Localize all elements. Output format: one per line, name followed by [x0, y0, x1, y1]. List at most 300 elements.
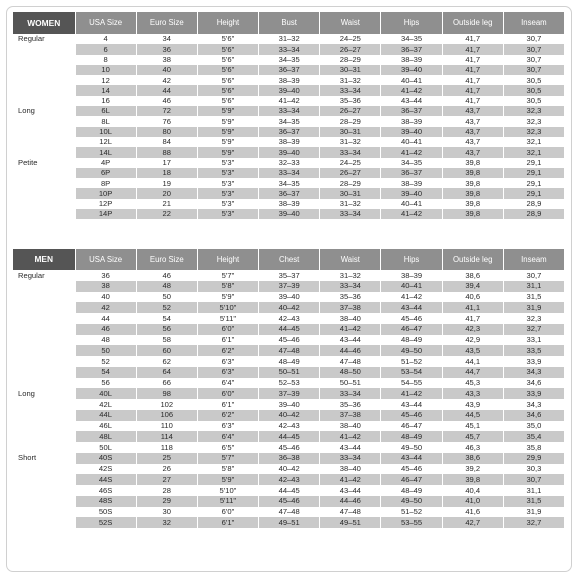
- cell-height: 5'3": [197, 158, 258, 168]
- cell-euro-size: 106: [136, 410, 197, 421]
- cell-hips: 54–55: [381, 378, 442, 389]
- cell-euro-size: 36: [136, 44, 197, 54]
- cell-usa-size: 42S: [75, 464, 136, 475]
- row-group-label: [13, 496, 75, 507]
- cell-outside-leg: 41,1: [442, 302, 503, 313]
- cell-outside-leg: 45,3: [442, 378, 503, 389]
- cell-usa-size: 6L: [75, 106, 136, 116]
- cell-euro-size: 18: [136, 168, 197, 178]
- cell-usa-size: 8L: [75, 116, 136, 126]
- row-group-label: Short: [13, 453, 75, 464]
- cell-waist: 33–34: [320, 209, 381, 219]
- row-group-label: [13, 292, 75, 303]
- cell-inseam: 33,5: [503, 345, 564, 356]
- cell-usa-size: 46S: [75, 485, 136, 496]
- table-row: [13, 55, 565, 65]
- cell-outside-leg: 39,4: [442, 281, 503, 292]
- cell-chest-bust: 39–40: [259, 399, 320, 410]
- cell-chest-bust: 35–37: [259, 270, 320, 281]
- cell-inseam: 34,6: [503, 410, 564, 421]
- cell-hips: 43–44: [381, 453, 442, 464]
- cell-euro-size: 17: [136, 158, 197, 168]
- cell-height: 5'9": [197, 147, 258, 157]
- cell-hips: 53–55: [381, 517, 442, 528]
- cell-waist: 49–51: [320, 517, 381, 528]
- cell-hips: 36–37: [381, 168, 442, 178]
- cell-outside-leg: 40,4: [442, 485, 503, 496]
- cell-inseam: 30,7: [503, 34, 564, 44]
- cell-inseam: 31,1: [503, 485, 564, 496]
- cell-height: 5'6": [197, 34, 258, 44]
- cell-euro-size: 20: [136, 188, 197, 198]
- row-group-label: [13, 137, 75, 147]
- women-section-label: WOMEN: [13, 12, 75, 34]
- cell-waist: 30–31: [320, 65, 381, 75]
- cell-height: 6'0": [197, 388, 258, 399]
- column-header-euro-size: Euro Size: [136, 249, 197, 270]
- cell-height: 5'3": [197, 168, 258, 178]
- cell-waist: 33–34: [320, 147, 381, 157]
- cell-hips: 39–40: [381, 188, 442, 198]
- cell-inseam: 28,9: [503, 209, 564, 219]
- table-row: [13, 496, 565, 507]
- cell-usa-size: 42: [75, 302, 136, 313]
- cell-hips: 41–42: [381, 209, 442, 219]
- cell-hips: 48–49: [381, 485, 442, 496]
- column-header-hips: Hips: [381, 12, 442, 34]
- cell-inseam: 35,0: [503, 421, 564, 432]
- cell-waist: 33–34: [320, 281, 381, 292]
- cell-hips: 49–50: [381, 345, 442, 356]
- cell-usa-size: 48L: [75, 431, 136, 442]
- cell-outside-leg: 43,7: [442, 127, 503, 137]
- size-chart-sheet: [6, 6, 572, 572]
- cell-inseam: 30,7: [503, 65, 564, 75]
- column-header-waist: Waist: [320, 12, 381, 34]
- cell-inseam: 29,1: [503, 188, 564, 198]
- cell-hips: 48–49: [381, 431, 442, 442]
- men-table-header: [13, 249, 565, 270]
- cell-outside-leg: 43,9: [442, 399, 503, 410]
- row-group-label: [13, 442, 75, 453]
- row-group-label: [13, 313, 75, 324]
- table-row: [13, 474, 565, 485]
- cell-hips: 38–39: [381, 270, 442, 281]
- table-row: [13, 367, 565, 378]
- cell-chest-bust: 36–37: [259, 188, 320, 198]
- cell-outside-leg: 43,7: [442, 106, 503, 116]
- cell-usa-size: 52S: [75, 517, 136, 528]
- cell-waist: 28–29: [320, 116, 381, 126]
- cell-hips: 45–46: [381, 410, 442, 421]
- cell-euro-size: 62: [136, 356, 197, 367]
- cell-inseam: 30,7: [503, 44, 564, 54]
- row-group-label: [13, 209, 75, 219]
- cell-inseam: 32,3: [503, 127, 564, 137]
- cell-inseam: 32,1: [503, 147, 564, 157]
- cell-chest-bust: 33–34: [259, 106, 320, 116]
- cell-chest-bust: 48–49: [259, 356, 320, 367]
- cell-usa-size: 4: [75, 34, 136, 44]
- cell-height: 5'6": [197, 96, 258, 106]
- cell-height: 6'0": [197, 324, 258, 335]
- cell-inseam: 33,1: [503, 335, 564, 346]
- cell-waist: 43–44: [320, 485, 381, 496]
- cell-euro-size: 46: [136, 270, 197, 281]
- cell-usa-size: 50S: [75, 507, 136, 518]
- cell-height: 6'3": [197, 356, 258, 367]
- column-header-waist: Waist: [320, 249, 381, 270]
- row-group-label: [13, 55, 75, 65]
- cell-euro-size: 72: [136, 106, 197, 116]
- cell-chest-bust: 39–40: [259, 209, 320, 219]
- cell-chest-bust: 34–35: [259, 55, 320, 65]
- table-row: [13, 410, 565, 421]
- cell-euro-size: 29: [136, 496, 197, 507]
- cell-chest-bust: 42–43: [259, 313, 320, 324]
- table-row: [13, 388, 565, 399]
- table-row: [13, 345, 565, 356]
- cell-euro-size: 38: [136, 55, 197, 65]
- cell-hips: 39–40: [381, 65, 442, 75]
- row-group-label: [13, 75, 75, 85]
- cell-height: 5'11": [197, 313, 258, 324]
- cell-waist: 37–38: [320, 302, 381, 313]
- cell-chest-bust: 38–39: [259, 137, 320, 147]
- column-header-inseam: Inseam: [503, 12, 564, 34]
- table-row: [13, 313, 565, 324]
- cell-hips: 40–41: [381, 137, 442, 147]
- cell-chest-bust: 40–42: [259, 302, 320, 313]
- cell-chest-bust: 34–35: [259, 178, 320, 188]
- women-size-table: [13, 12, 565, 219]
- cell-euro-size: 118: [136, 442, 197, 453]
- row-group-label: Petite: [13, 158, 75, 168]
- row-group-label: [13, 431, 75, 442]
- cell-inseam: 32,3: [503, 313, 564, 324]
- cell-chest-bust: 47–48: [259, 507, 320, 518]
- cell-euro-size: 19: [136, 178, 197, 188]
- cell-usa-size: 36: [75, 270, 136, 281]
- women-table-header: [13, 12, 565, 34]
- cell-usa-size: 52: [75, 356, 136, 367]
- cell-outside-leg: 41,7: [442, 313, 503, 324]
- column-header-inseam: Inseam: [503, 249, 564, 270]
- cell-euro-size: 52: [136, 302, 197, 313]
- row-group-label: [13, 127, 75, 137]
- cell-chest-bust: 47–48: [259, 345, 320, 356]
- cell-inseam: 30,7: [503, 270, 564, 281]
- cell-usa-size: 54: [75, 367, 136, 378]
- cell-euro-size: 80: [136, 127, 197, 137]
- cell-euro-size: 32: [136, 517, 197, 528]
- cell-hips: 38–39: [381, 178, 442, 188]
- cell-usa-size: 8: [75, 55, 136, 65]
- cell-hips: 36–37: [381, 44, 442, 54]
- cell-usa-size: 4P: [75, 158, 136, 168]
- cell-height: 5'9": [197, 127, 258, 137]
- table-row: [13, 137, 565, 147]
- cell-euro-size: 58: [136, 335, 197, 346]
- table-row: [13, 442, 565, 453]
- cell-chest-bust: 45–46: [259, 442, 320, 453]
- cell-euro-size: 28: [136, 485, 197, 496]
- cell-usa-size: 40: [75, 292, 136, 303]
- cell-inseam: 32,3: [503, 116, 564, 126]
- cell-usa-size: 48S: [75, 496, 136, 507]
- cell-hips: 43–44: [381, 96, 442, 106]
- cell-waist: 28–29: [320, 55, 381, 65]
- cell-usa-size: 12P: [75, 199, 136, 209]
- cell-usa-size: 14P: [75, 209, 136, 219]
- table-row: [13, 378, 565, 389]
- table-row: [13, 158, 565, 168]
- row-group-label: [13, 85, 75, 95]
- cell-chest-bust: 42–43: [259, 474, 320, 485]
- cell-usa-size: 38: [75, 281, 136, 292]
- cell-height: 5'9": [197, 137, 258, 147]
- cell-waist: 26–27: [320, 44, 381, 54]
- row-group-label: [13, 464, 75, 475]
- table-row: [13, 75, 565, 85]
- cell-hips: 38–39: [381, 55, 442, 65]
- cell-height: 5'10": [197, 302, 258, 313]
- column-header-height: Height: [197, 249, 258, 270]
- cell-height: 5'3": [197, 209, 258, 219]
- row-group-label: [13, 378, 75, 389]
- cell-euro-size: 46: [136, 96, 197, 106]
- cell-waist: 24–25: [320, 158, 381, 168]
- cell-chest-bust: 41–42: [259, 96, 320, 106]
- cell-height: 6'4": [197, 431, 258, 442]
- row-group-label: [13, 345, 75, 356]
- table-row: [13, 464, 565, 475]
- row-group-label: [13, 485, 75, 496]
- cell-usa-size: 50L: [75, 442, 136, 453]
- table-row: [13, 324, 565, 335]
- cell-inseam: 34,3: [503, 367, 564, 378]
- row-group-label: [13, 188, 75, 198]
- cell-usa-size: 42L: [75, 399, 136, 410]
- cell-hips: 43–44: [381, 399, 442, 410]
- cell-height: 5'10": [197, 485, 258, 496]
- cell-outside-leg: 42,3: [442, 324, 503, 335]
- table-row: [13, 335, 565, 346]
- cell-outside-leg: 39,2: [442, 464, 503, 475]
- cell-usa-size: 6P: [75, 168, 136, 178]
- cell-chest-bust: 39–40: [259, 85, 320, 95]
- men-table-body: [13, 270, 565, 528]
- cell-usa-size: 10P: [75, 188, 136, 198]
- cell-chest-bust: 39–40: [259, 292, 320, 303]
- cell-waist: 50–51: [320, 378, 381, 389]
- cell-inseam: 30,3: [503, 464, 564, 475]
- cell-height: 5'3": [197, 178, 258, 188]
- cell-inseam: 29,1: [503, 178, 564, 188]
- cell-euro-size: 84: [136, 137, 197, 147]
- column-header-outside-leg: Outside leg: [442, 249, 503, 270]
- cell-height: 5'6": [197, 55, 258, 65]
- cell-outside-leg: 41,7: [442, 34, 503, 44]
- row-group-label: Regular: [13, 34, 75, 44]
- table-row: [13, 147, 565, 157]
- table-row: [13, 116, 565, 126]
- cell-waist: 24–25: [320, 34, 381, 44]
- cell-chest-bust: 33–34: [259, 44, 320, 54]
- cell-hips: 41–42: [381, 147, 442, 157]
- cell-euro-size: 42: [136, 75, 197, 85]
- cell-outside-leg: 41,7: [442, 75, 503, 85]
- cell-inseam: 30,7: [503, 474, 564, 485]
- table-row: [13, 399, 565, 410]
- cell-inseam: 32,3: [503, 106, 564, 116]
- row-group-label: [13, 367, 75, 378]
- cell-euro-size: 26: [136, 464, 197, 475]
- column-header-chest-bust: Bust: [259, 12, 320, 34]
- table-row: [13, 281, 565, 292]
- cell-chest-bust: 44–45: [259, 324, 320, 335]
- cell-euro-size: 21: [136, 199, 197, 209]
- cell-outside-leg: 39,8: [442, 188, 503, 198]
- cell-waist: 35–36: [320, 399, 381, 410]
- cell-hips: 46–47: [381, 474, 442, 485]
- cell-hips: 40–41: [381, 281, 442, 292]
- cell-hips: 46–47: [381, 324, 442, 335]
- cell-waist: 38–40: [320, 313, 381, 324]
- column-header-euro-size: Euro Size: [136, 12, 197, 34]
- cell-inseam: 29,1: [503, 168, 564, 178]
- cell-hips: 40–41: [381, 199, 442, 209]
- cell-euro-size: 34: [136, 34, 197, 44]
- table-row: [13, 188, 565, 198]
- cell-chest-bust: 44–45: [259, 485, 320, 496]
- cell-waist: 48–50: [320, 367, 381, 378]
- row-group-label: Regular: [13, 270, 75, 281]
- row-group-label: Long: [13, 106, 75, 116]
- cell-usa-size: 14L: [75, 147, 136, 157]
- table-row: [13, 292, 565, 303]
- cell-hips: 40–41: [381, 75, 442, 85]
- column-header-outside-leg: Outside leg: [442, 12, 503, 34]
- cell-waist: 43–44: [320, 335, 381, 346]
- row-group-label: [13, 324, 75, 335]
- women-header-row: [13, 12, 565, 34]
- cell-height: 6'5": [197, 442, 258, 453]
- cell-outside-leg: 41,7: [442, 85, 503, 95]
- cell-waist: 31–32: [320, 137, 381, 147]
- cell-euro-size: 30: [136, 507, 197, 518]
- cell-outside-leg: 45,7: [442, 431, 503, 442]
- cell-outside-leg: 39,8: [442, 158, 503, 168]
- cell-chest-bust: 45–46: [259, 335, 320, 346]
- cell-height: 5'7": [197, 453, 258, 464]
- cell-euro-size: 50: [136, 292, 197, 303]
- cell-outside-leg: 42,9: [442, 335, 503, 346]
- row-group-label: [13, 147, 75, 157]
- cell-height: 6'3": [197, 421, 258, 432]
- table-row: [13, 199, 565, 209]
- row-group-label: Long: [13, 388, 75, 399]
- cell-usa-size: 50: [75, 345, 136, 356]
- cell-waist: 26–27: [320, 106, 381, 116]
- cell-chest-bust: 42–43: [259, 421, 320, 432]
- cell-inseam: 32,7: [503, 517, 564, 528]
- cell-inseam: 33,9: [503, 388, 564, 399]
- row-group-label: [13, 517, 75, 528]
- cell-height: 5'6": [197, 65, 258, 75]
- cell-waist: 44–46: [320, 345, 381, 356]
- cell-inseam: 32,7: [503, 324, 564, 335]
- row-group-label: [13, 96, 75, 106]
- column-header-usa-size: USA Size: [75, 249, 136, 270]
- cell-inseam: 29,1: [503, 158, 564, 168]
- cell-outside-leg: 41,7: [442, 55, 503, 65]
- column-header-height: Height: [197, 12, 258, 34]
- cell-chest-bust: 49–51: [259, 517, 320, 528]
- cell-chest-bust: 40–42: [259, 464, 320, 475]
- cell-usa-size: 40S: [75, 453, 136, 464]
- cell-waist: 44–46: [320, 496, 381, 507]
- cell-outside-leg: 41,7: [442, 44, 503, 54]
- cell-height: 6'0": [197, 507, 258, 518]
- cell-waist: 37–38: [320, 410, 381, 421]
- table-row: [13, 106, 565, 116]
- cell-usa-size: 6: [75, 44, 136, 54]
- cell-height: 6'3": [197, 367, 258, 378]
- cell-hips: 43–44: [381, 302, 442, 313]
- row-group-label: [13, 421, 75, 432]
- men-header-row: [13, 249, 565, 270]
- row-group-label: [13, 199, 75, 209]
- cell-outside-leg: 39,8: [442, 199, 503, 209]
- cell-waist: 41–42: [320, 431, 381, 442]
- cell-euro-size: 114: [136, 431, 197, 442]
- cell-inseam: 32,1: [503, 137, 564, 147]
- cell-euro-size: 44: [136, 85, 197, 95]
- cell-waist: 33–34: [320, 388, 381, 399]
- table-row: [13, 34, 565, 44]
- cell-outside-leg: 38,6: [442, 270, 503, 281]
- table-row: [13, 65, 565, 75]
- row-group-label: [13, 178, 75, 188]
- cell-usa-size: 16: [75, 96, 136, 106]
- cell-usa-size: 56: [75, 378, 136, 389]
- cell-outside-leg: 39,8: [442, 178, 503, 188]
- cell-outside-leg: 43,5: [442, 345, 503, 356]
- cell-chest-bust: 32–33: [259, 158, 320, 168]
- cell-chest-bust: 34–35: [259, 116, 320, 126]
- cell-inseam: 31,9: [503, 302, 564, 313]
- cell-chest-bust: 50–51: [259, 367, 320, 378]
- cell-euro-size: 56: [136, 324, 197, 335]
- row-group-label: [13, 65, 75, 75]
- cell-height: 6'1": [197, 517, 258, 528]
- cell-inseam: 28,9: [503, 199, 564, 209]
- row-group-label: [13, 302, 75, 313]
- cell-waist: 31–32: [320, 75, 381, 85]
- cell-chest-bust: 31–32: [259, 34, 320, 44]
- table-row: [13, 168, 565, 178]
- cell-usa-size: 8P: [75, 178, 136, 188]
- cell-waist: 38–40: [320, 464, 381, 475]
- cell-outside-leg: 41,0: [442, 496, 503, 507]
- table-row: [13, 127, 565, 137]
- row-group-label: [13, 410, 75, 421]
- table-row: [13, 85, 565, 95]
- cell-height: 5'11": [197, 496, 258, 507]
- column-header-hips: Hips: [381, 249, 442, 270]
- row-group-label: [13, 116, 75, 126]
